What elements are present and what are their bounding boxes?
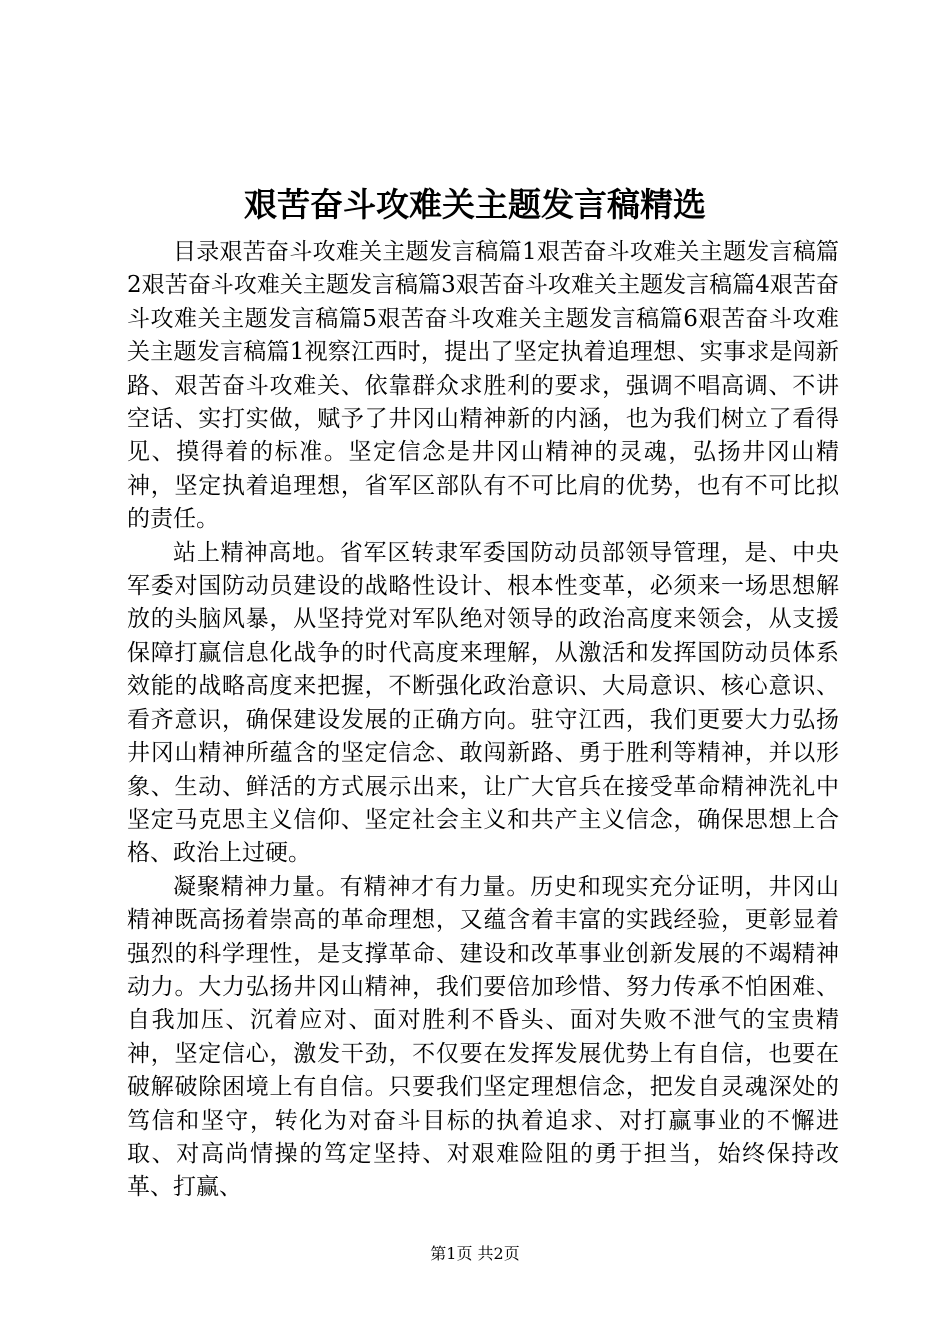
- paragraph-2: 站上精神高地。省军区转隶军委国防动员部领导管理，是、中央军委对国防动员建设的战略性设计、根本性变革，必须来一场思想解放的头脑风暴，从坚持党对军队绝对领导的政治高度来领会，从支援保障打赢信息化战争的时代高度来理解，从激活和发挥国防动员体系效能的战略高度来把握，不断强化政治意识、大局意识、核心意识、看齐意识，确保建设发展的正确方向。驻守江西，我们更要大力弘扬井冈山精神所蕴含的坚定信念、敢闯新路、勇于胜利等精神，并以形象、生动、鲜活的方式展示出来，让广大官兵在接受革命精神洗礼中坚定马克思主义信仰、坚定社会主义和共产主义信念，确保思想上合格、政治上过硬。: [127, 539, 839, 867]
- document-body: [127, 236, 839, 1205]
- document-title: 艰苦奋斗攻难关主题发言稿精选: [244, 185, 706, 224]
- paragraph-3: 凝聚精神力量。有精神才有力量。历史和现实充分证明，井冈山精神既高扬着崇高的革命理想，又蕴含着丰富的实践经验，更彰显着强烈的科学理性，是支撑革命、建设和改革事业创新发展的不竭精神动力。大力弘扬井冈山精神，我们要倍加珍惜、努力传承不怕困难、自我加压、沉着应对、面对胜利不昏头、面对失败不泄气的宝贵精神，坚定信心，激发干劲，不仅要在发挥发展优势上有自信，也要在破解破除困境上有自信。只要我们坚定理想信念，把发自灵魂深处的笃信和坚守，转化为对奋斗目标的执着追求、对打赢事业的不懈进取、对高尚情操的笃定坚持、对艰难险阻的勇于担当，始终保持改革、打赢、: [127, 873, 839, 1201]
- paragraph-1: 目录艰苦奋斗攻难关主题发言稿篇1艰苦奋斗攻难关主题发言稿篇2艰苦奋斗攻难关主题发言稿篇3艰苦奋斗攻难关主题发言稿篇4艰苦奋斗攻难关主题发言稿篇5艰苦奋斗攻难关主题发言稿篇6艰苦奋斗攻难关主题发言稿篇1视察江西时，提出了坚定执着追理想、实事求是闯新路、艰苦奋斗攻难关、依靠群众求胜利的要求，强调不唱高调、不讲空话、实打实做，赋予了井冈山精神新的内涵，也为我们树立了看得见、摸得着的标准。坚定信念是井冈山精神的灵魂，弘扬井冈山精神，坚定执着追理想，省军区部队有不可比肩的优势，也有不可比拟的责任。: [127, 239, 839, 533]
- page-number-footer: 第1页 共2页: [430, 1244, 520, 1263]
